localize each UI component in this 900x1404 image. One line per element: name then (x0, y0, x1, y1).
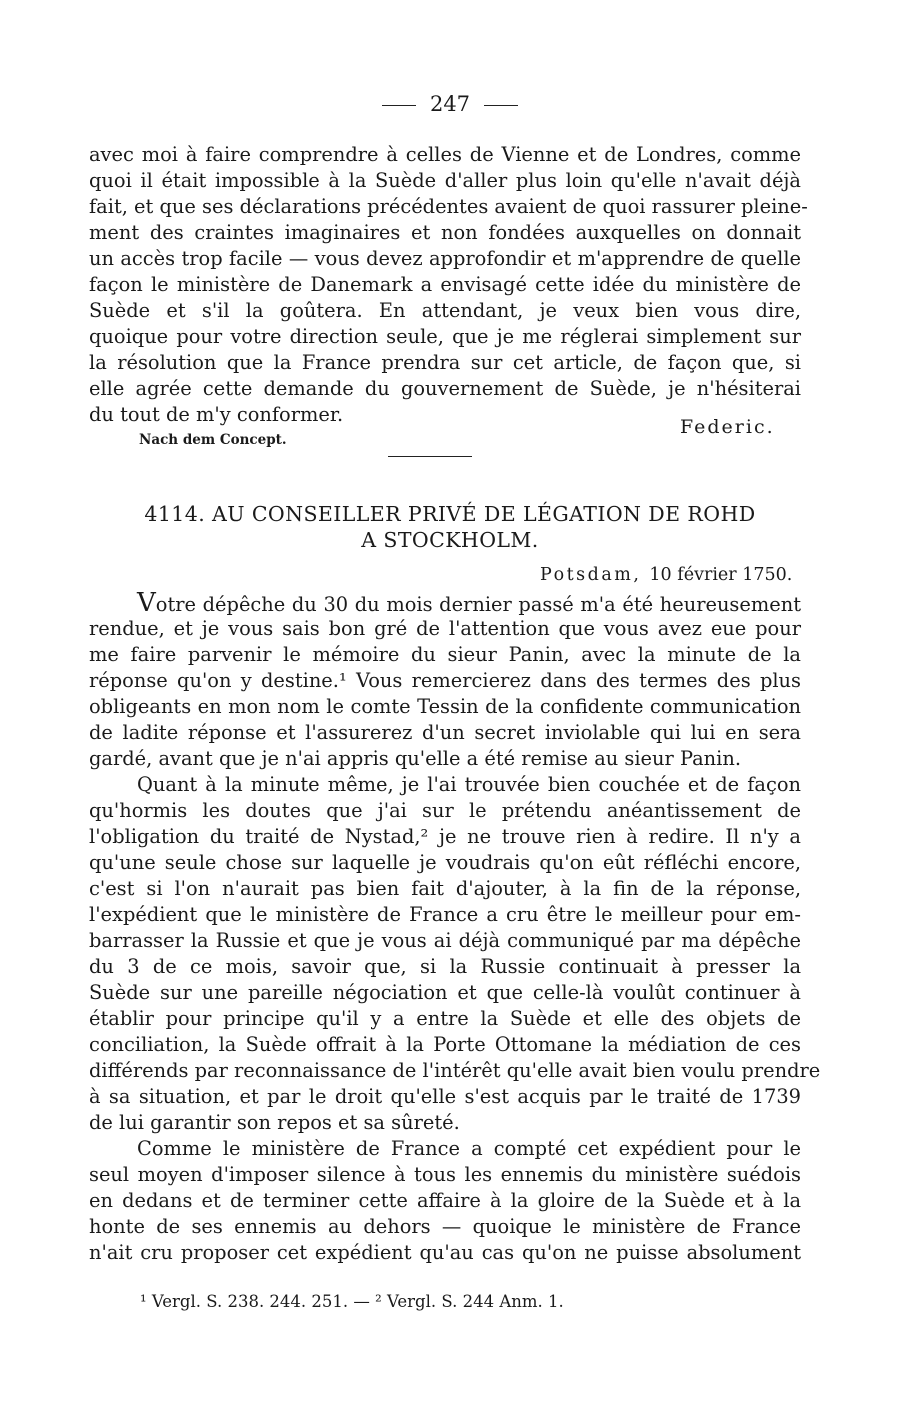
text-line: la résolution que la France prendra sur cet article, de façon que, si (89, 351, 801, 374)
date-place: Potsdam, (540, 565, 642, 585)
text-line: n'ait cru proposer cet expédient qu'au cas qu'on ne puisse absolument (89, 1241, 801, 1264)
section-divider (388, 456, 472, 457)
text-line: Suède sur une pareille négociation et que celle-là voulût continuer à (89, 981, 801, 1004)
text-line: ment des craintes imaginaires et non fondées auxquelles on donnait (89, 221, 801, 244)
text-line: Quant à la minute même, je l'ai trouvée bien couchée et de façon (137, 773, 801, 796)
text-line: avec moi à faire comprendre à celles de Vienne et de Londres, comme (89, 143, 801, 166)
text-line: qu'une seule chose sur laquelle je voudrais qu'on eût réfléchi encore, (89, 851, 801, 874)
source-note: Nach dem Concept. (139, 432, 287, 448)
text-line: fait, et que ses déclarations précédentes avaient de quoi rassurer pleine- (89, 195, 808, 218)
paragraph-1 (89, 142, 808, 428)
text-line: quoi il était impossible à la Suède d'aller plus loin qu'elle n'avait déjà (89, 169, 801, 192)
text-line: de ladite réponse et l'assurerez d'un secret inviolable qui lui en sera (89, 721, 801, 744)
text-line: barrasser la Russie et que je vous ai déjà communiqué par ma dépêche (89, 929, 801, 952)
text-line: elle agrée cette demande du gouvernement de Suède, je n'hésiterai (89, 377, 801, 400)
text-line: réponse qu'on y destine.¹ Vous remercierez dans des termes des plus (89, 669, 801, 692)
text-line: seul moyen d'imposer silence à tous les ennemis du ministère suédois (89, 1163, 801, 1186)
text-line: quoique pour votre direction seule, que je me réglerai simplement sur (89, 325, 801, 348)
text-line: du 3 de ce mois, savoir que, si la Russie continuait à presser la (89, 955, 801, 978)
footnotes: ¹ Vergl. S. 238. 244. 251. — ² Vergl. S. 244 Anm. 1. (140, 1292, 564, 1311)
initial-letter: V (137, 588, 156, 618)
text-line: obligeants en mon nom le comte Tessin de la confidente communication (89, 695, 801, 718)
header-dash-right (484, 105, 518, 106)
text-line: façon le ministère de Danemark a envisagé cette idée du ministère de (89, 273, 801, 296)
text-line: un accès trop facile — vous devez approfondir et m'apprendre de quelle (89, 247, 801, 270)
text-line: du tout de m'y conformer. (89, 403, 344, 426)
text-line: l'expédient que le ministère de France a cru être le meilleur pour em- (89, 903, 801, 926)
text-line: de lui garantir son repos et sa sûreté. (89, 1111, 460, 1134)
letter-date (540, 565, 792, 585)
text-line: l'obligation du traité de Nystad,² je ne trouve rien à redire. Il n'y a (89, 825, 801, 848)
paragraph-3 (89, 772, 821, 1136)
letter-title-line1: 4114. AU CONSEILLER PRIVÉ DE LÉGATION DE ROHD (144, 502, 756, 526)
text-line: c'est si l'on n'aurait pas bien fait d'ajouter, à la fin de la réponse, (89, 877, 801, 900)
text-line: rendue, et je vous sais bon gré de l'attention que vous avez eue pour (89, 617, 801, 640)
page-number: 247 (429, 92, 471, 116)
text-line: Suède et s'il la goûtera. En attendant, je veux bien vous dire, (89, 299, 801, 322)
paragraph-2 (89, 590, 801, 772)
signature: Federic. (680, 416, 775, 438)
text-line: en dedans et de terminer cette affaire à la gloire de la Suède et à la (89, 1189, 801, 1212)
text-line-rest: otre dépêche du 30 du mois dernier passé m'a été heureusement (155, 593, 801, 616)
letter-title-line2: A STOCKHOLM. (361, 528, 539, 552)
header-dash-left (382, 105, 416, 106)
text-line: à sa situation, et par le droit qu'elle s'est acquis par le traité de 1739 (89, 1085, 801, 1108)
text-line: gardé, avant que je n'ai appris qu'elle a été remise au sieur Panin. (89, 747, 742, 770)
text-line: Comme le ministère de France a compté cet expédient pour le (137, 1137, 801, 1160)
paragraph-4 (89, 1136, 801, 1266)
text-line: qu'hormis les doutes que j'ai sur le prétendu anéantissement de (89, 799, 801, 822)
page-header (0, 92, 900, 116)
text-line: conciliation, la Suède offrait à la Porte Ottomane la médiation de ces (89, 1033, 801, 1056)
text-line: honte de ses ennemis au dehors — quoique le ministère de France (89, 1215, 801, 1238)
text-line: différends par reconnaissance de l'intérêt qu'elle avait bien voulu prendre (89, 1059, 821, 1082)
text-line (89, 590, 801, 616)
text-line: établir pour principe qu'il y a entre la Suède et elle des objets de (89, 1007, 801, 1030)
date-value: 10 février 1750. (649, 565, 793, 585)
text-line: me faire parvenir le mémoire du sieur Panin, avec la minute de la (89, 643, 801, 666)
